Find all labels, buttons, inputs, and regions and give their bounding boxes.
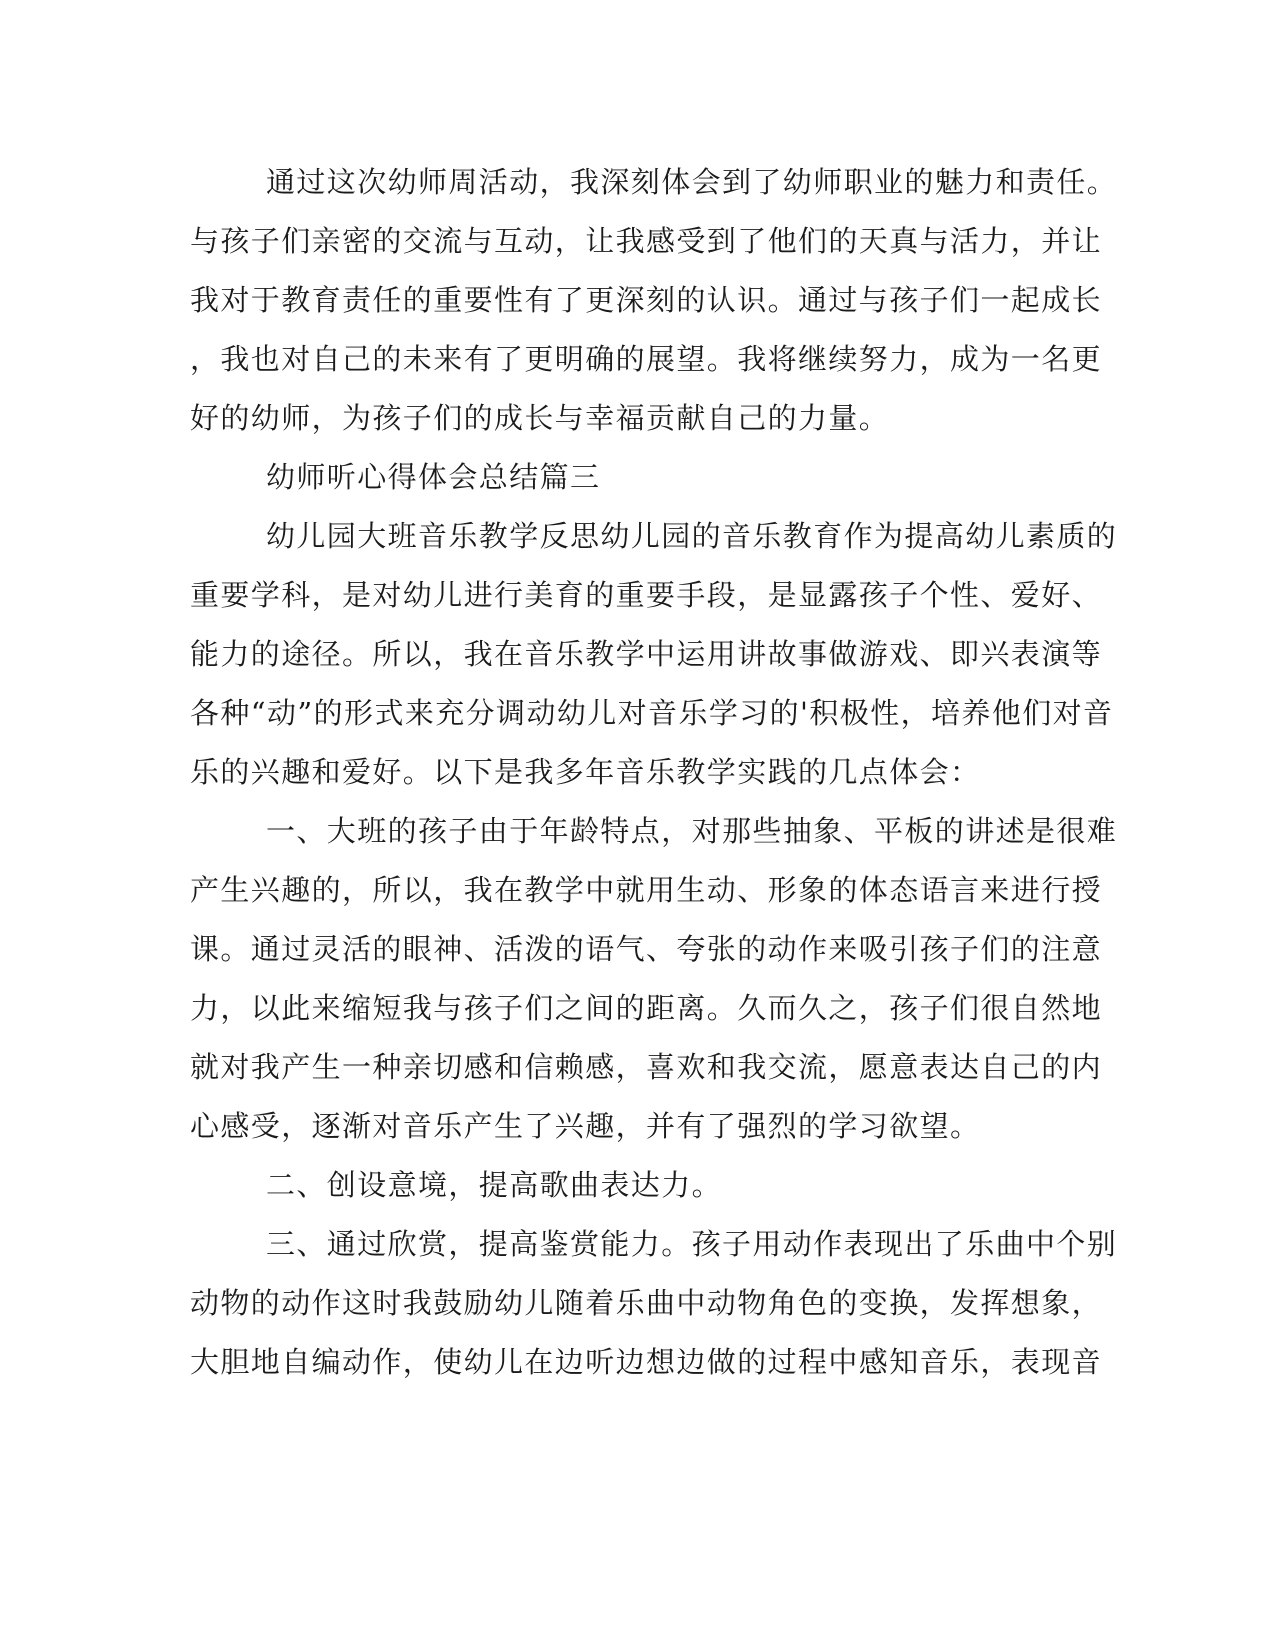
text-line: 幼儿园大班音乐教学反思幼儿园的音乐教育作为提高幼儿素质的: [266, 519, 1118, 553]
text-line: 能力的途径。所以，我在音乐教学中运用讲故事做游戏、即兴表演等: [190, 637, 1103, 671]
text-line: 产生兴趣的，所以，我在教学中就用生动、形象的体态语言来进行授: [190, 873, 1103, 907]
text-line: 力，以此来缩短我与孩子们之间的距离。久而久之，孩子们很自然地: [190, 991, 1103, 1025]
text-line: 我对于教育责任的重要性有了更深刻的认识。通过与孩子们一起成长: [190, 283, 1103, 317]
text-line: 三、通过欣赏，提高鉴赏能力。孩子用动作表现出了乐曲中个别: [266, 1227, 1118, 1261]
text-line: 各种“动”的形式来充分调动幼儿对音乐学习的'积极性，培养他们对音: [190, 696, 1114, 730]
text-line: 二、创设意境，提高歌曲表达力。: [266, 1168, 723, 1202]
text-line: 一、大班的孩子由于年龄特点，对那些抽象、平板的讲述是很难: [266, 814, 1118, 848]
section-heading: 幼师听心得体会总结篇三: [266, 460, 601, 494]
text-line: ，我也对自己的未来有了更明确的展望。我将继续努力，成为一名更: [190, 342, 1103, 376]
text-line: 乐的兴趣和爱好。以下是我多年音乐教学实践的几点体会：: [190, 755, 981, 789]
text-line: 就对我产生一种亲切感和信赖感，喜欢和我交流，愿意表达自己的内: [190, 1050, 1103, 1084]
text-line: 重要学科，是对幼儿进行美育的重要手段，是显露孩子个性、爱好、: [190, 578, 1103, 612]
text-line: 好的幼师，为孩子们的成长与幸福贡献自己的力量。: [190, 401, 890, 435]
text-line: 课。通过灵活的眼神、活泼的语气、夸张的动作来吸引孩子们的注意: [190, 932, 1103, 966]
text-line: 与孩子们亲密的交流与互动，让我感受到了他们的天真与活力，并让: [190, 224, 1103, 258]
text-line: 大胆地自编动作，使幼儿在边听边想边做的过程中感知音乐，表现音: [190, 1345, 1103, 1379]
text-line: 通过这次幼师周活动，我深刻体会到了幼师职业的魅力和责任。: [266, 165, 1118, 199]
text-line: 心感受，逐渐对音乐产生了兴趣，并有了强烈的学习欲望。: [190, 1109, 981, 1143]
text-line: 动物的动作这时我鼓励幼儿随着乐曲中动物角色的变换，发挥想象，: [190, 1286, 1103, 1320]
